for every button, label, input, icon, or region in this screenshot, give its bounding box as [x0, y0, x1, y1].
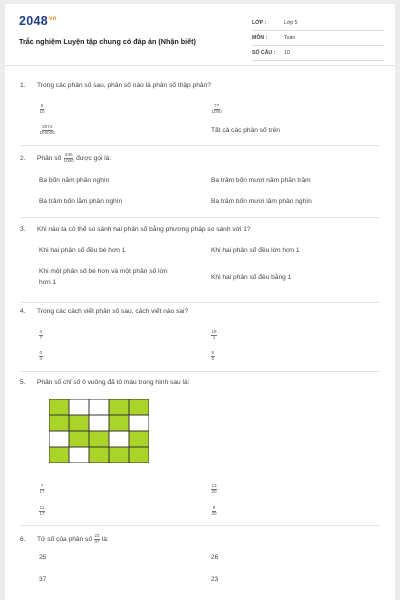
fraction-numerator: 11 — [39, 505, 45, 510]
option-d[interactable]: Tất cả các phân số trên — [211, 127, 280, 134]
fraction-numerator: 3574 — [42, 124, 53, 129]
fraction-denominator: 17 — [39, 510, 45, 516]
fraction — [211, 104, 222, 114]
meta-value: Lớp 5 — [284, 20, 298, 26]
fraction — [211, 506, 217, 516]
option-b[interactable]: Khi hai phân số đều lớn hơn 1 — [211, 247, 300, 254]
fraction-denominator: 100000 — [39, 129, 55, 135]
fraction-numerator: 7 — [40, 483, 44, 488]
divider — [20, 371, 380, 372]
option-a[interactable]: Ba bốn năm phần nghìn — [39, 177, 110, 184]
grid-cell-filled — [69, 415, 89, 431]
fraction — [39, 330, 43, 340]
grid-cell-empty — [109, 431, 129, 447]
grid-cell-filled — [129, 447, 149, 463]
option-a[interactable] — [39, 330, 43, 341]
fraction — [63, 153, 74, 163]
logo-suffix: vn — [49, 15, 57, 22]
option-c[interactable]: 37 — [39, 576, 47, 583]
fraction — [39, 484, 45, 494]
option-b[interactable]: 26 — [211, 554, 219, 561]
option-b[interactable] — [211, 330, 217, 341]
grid-cell-filled — [109, 399, 129, 415]
option-a[interactable] — [39, 484, 45, 495]
fraction-numerator: 23 — [94, 533, 100, 538]
question-text — [20, 82, 211, 89]
fraction — [39, 351, 43, 361]
fraction-numerator: 13 — [211, 483, 217, 488]
question-number: 3. — [20, 226, 26, 233]
fraction — [39, 104, 45, 114]
option-b[interactable] — [211, 484, 217, 495]
divider — [20, 302, 380, 303]
fraction — [39, 125, 55, 135]
fraction — [211, 330, 217, 340]
question-prompt: Trong các phân số sau, phân số nào là phân số thập phân? — [37, 82, 211, 89]
fraction-numerator: 3 — [39, 329, 43, 334]
option-c[interactable] — [39, 506, 45, 517]
option-d[interactable] — [211, 506, 217, 517]
grid-cell-filled — [49, 415, 69, 431]
document-meta — [252, 16, 384, 61]
grid-cell-filled — [129, 431, 149, 447]
grid-cell-filled — [89, 447, 109, 463]
fraction-denominator: 7 — [39, 334, 43, 340]
question-prompt: Khi nào ta có thể so sánh hai phân số bằng phương pháp so sánh với 1? — [37, 226, 251, 233]
fraction-numerator: 9 — [212, 505, 216, 510]
option-d[interactable]: Khi hai phân số đều bằng 1 — [211, 274, 292, 281]
meta-value: Toán — [284, 35, 296, 41]
question-text — [20, 379, 190, 386]
meta-question-count — [252, 46, 384, 61]
meta-key: LỚP : — [252, 20, 267, 26]
option-c[interactable] — [39, 125, 55, 136]
fraction-denominator: 20 — [211, 510, 217, 516]
fraction-denominator: 1000 — [211, 108, 222, 114]
fraction-numerator: 5 — [211, 350, 215, 355]
grid-cell-empty — [129, 415, 149, 431]
fraction-numerator: 0 — [39, 350, 43, 355]
meta-key: SỐ CÂU : — [252, 50, 276, 56]
option-b[interactable]: Ba trăm bốn mươi năm phần trăm — [211, 177, 311, 184]
question-text — [20, 534, 109, 544]
meta-subject — [252, 31, 384, 46]
question-number: 6. — [20, 535, 26, 543]
logo-text: 2048 — [19, 14, 49, 28]
option-c[interactable] — [39, 351, 43, 362]
document-page — [5, 4, 395, 600]
question-prompt-end: là: — [101, 535, 109, 543]
question-number: 2. — [20, 154, 26, 162]
site-logo[interactable] — [19, 14, 57, 28]
fraction-numerator: 345 — [64, 152, 73, 157]
option-a[interactable]: Khi hai phân số đều bé hơn 1 — [39, 247, 126, 254]
option-c[interactable]: Ba trăm bốn lăm phần nghìn — [39, 198, 123, 205]
grid-cell-filled — [89, 431, 109, 447]
fraction-denominator: 1 — [212, 334, 216, 340]
question-prompt-end: được gọi là: — [76, 154, 112, 162]
grid-cell-empty — [49, 431, 69, 447]
fraction — [94, 534, 100, 544]
grid-cell-empty — [89, 399, 109, 415]
grid-cell-filled — [129, 399, 149, 415]
grid-cell-filled — [69, 431, 89, 447]
question-prompt: Trong các cách viết phân số sau, cách viết nào sai? — [37, 308, 189, 315]
grid-cell-filled — [49, 447, 69, 463]
fraction-denominator: 4 — [39, 355, 43, 361]
shaded-grid-figure — [49, 399, 149, 463]
grid-svg — [49, 399, 149, 463]
divider — [20, 217, 380, 218]
fraction-denominator: 10 — [39, 108, 45, 114]
fraction-numerator: 18 — [211, 329, 217, 334]
document-header — [5, 4, 395, 66]
fraction-numerator: 5 — [40, 103, 44, 108]
option-d[interactable] — [211, 351, 215, 362]
document-title: Trắc nghiệm Luyện tập chung có đáp án (Nhận biết) — [19, 37, 196, 46]
question-text — [20, 226, 251, 233]
fraction — [211, 351, 215, 361]
question-number: 1. — [20, 82, 26, 89]
fraction-denominator: 37 — [94, 538, 100, 544]
question-number: 4. — [20, 308, 26, 315]
option-d[interactable]: 23 — [211, 576, 219, 583]
grid-cell-empty — [69, 447, 89, 463]
question-text — [20, 153, 111, 163]
question-prompt: Phân số chỉ số ô vuông đã tô màu trong hình sau là: — [37, 379, 190, 386]
fraction-numerator: 77 — [214, 103, 220, 108]
option-a[interactable]: 25 — [39, 554, 47, 561]
grid-cell-empty — [89, 415, 109, 431]
meta-value: 10 — [284, 50, 290, 56]
option-d[interactable]: Ba trăm bốn mươi lăm phần nghìn — [211, 198, 312, 205]
option-b[interactable] — [211, 104, 222, 115]
meta-key: MÔN : — [252, 35, 268, 41]
grid-cell-filled — [109, 447, 129, 463]
question-text — [20, 308, 188, 315]
fraction-denominator: 1000 — [63, 157, 74, 163]
fraction-denominator: 17 — [39, 488, 45, 494]
divider — [20, 525, 380, 526]
fraction-denominator: 0 — [211, 355, 215, 361]
grid-cell-empty — [69, 399, 89, 415]
question-prompt: Tử số của phân số — [37, 535, 92, 543]
option-c[interactable]: Khi một phân số bé hơn và một phân số lớn hơn 1 — [39, 268, 168, 286]
meta-class — [252, 16, 384, 31]
fraction-denominator: 20 — [211, 488, 217, 494]
question-number: 5. — [20, 379, 26, 386]
fraction — [39, 506, 45, 516]
question-prompt: Phân số — [37, 154, 62, 162]
grid-cell-filled — [109, 415, 129, 431]
grid-cell-filled — [49, 399, 69, 415]
divider — [20, 145, 380, 146]
fraction — [211, 484, 217, 494]
option-a[interactable] — [39, 104, 45, 115]
